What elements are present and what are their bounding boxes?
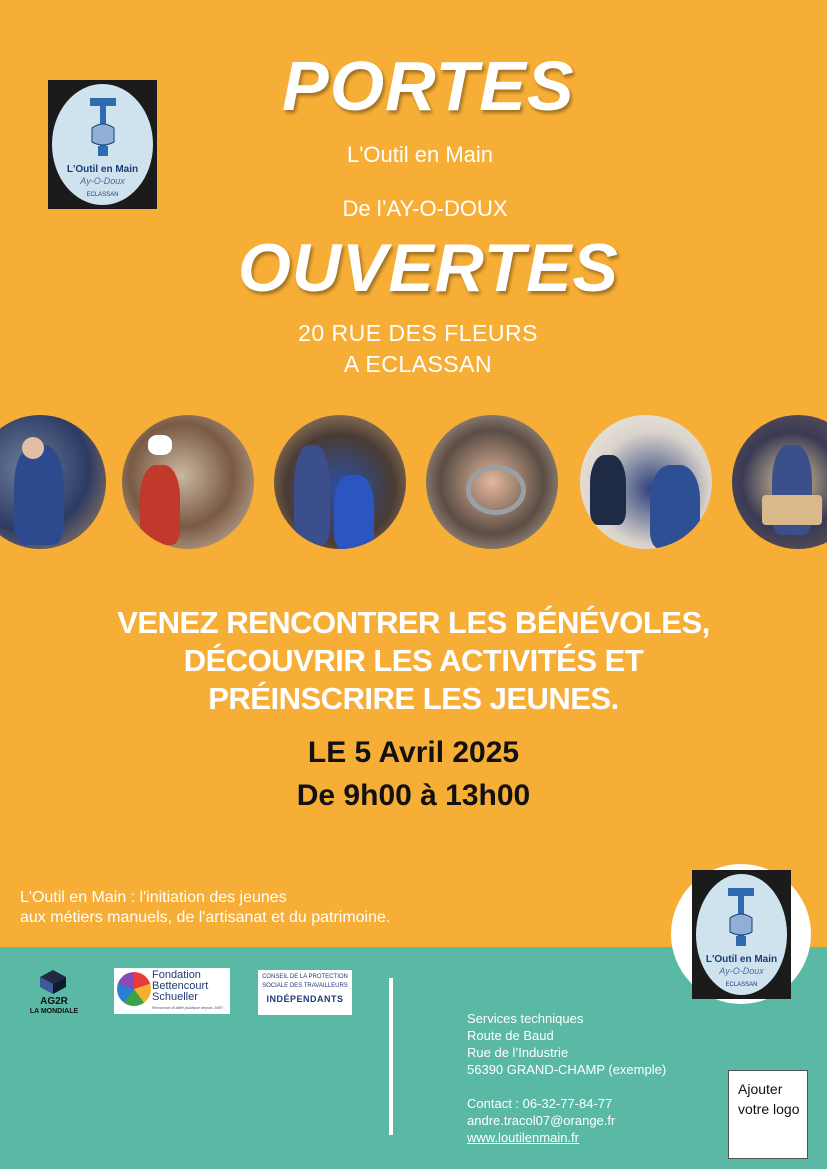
invitation-line-3: PRÉINSCRIRE LES JEUNES. — [208, 681, 619, 716]
cpsti-line-2: SOCIALE DES TRAVAILLEURS — [262, 983, 348, 989]
logo-placeholder-box — [728, 1070, 808, 1159]
contact-email[interactable]: andre.tracol07@orange.fr — [467, 1113, 616, 1128]
title-portes: PORTES — [282, 47, 575, 125]
hammer-hand-icon — [88, 98, 118, 158]
fondation-bettencourt-logo — [114, 968, 230, 1014]
contact-phone: Contact : 06-32-77-84-77 — [467, 1096, 613, 1111]
fbs-line-3: Schueller — [152, 991, 198, 1003]
contact-road: Route de Baud — [467, 1028, 554, 1043]
fondation-circle-icon — [117, 972, 151, 1006]
logo-place: Ay-O-Doux — [80, 176, 125, 186]
ag2r-name: AG2R — [40, 996, 68, 1007]
fbs-line-1: Fondation — [152, 969, 201, 981]
outil-en-main-logo-secondary — [692, 870, 791, 999]
hammer-hand-icon — [726, 888, 756, 948]
invitation-line-2: DÉCOUVRIR LES ACTIVITÉS ET — [183, 643, 644, 678]
event-date: LE 5 Avril 2025 — [307, 736, 520, 769]
vertical-divider — [389, 978, 393, 1135]
invitation-text — [60, 604, 767, 718]
tagline — [20, 888, 480, 928]
contact-block — [467, 1010, 717, 1146]
logo-name: L'Outil en Main — [705, 954, 778, 965]
ag2r-subname: LA MONDIALE — [29, 1008, 79, 1015]
logo-placeholder-text: Ajouter votre logo — [738, 1081, 800, 1117]
fbs-line-2: Bettencourt — [152, 980, 209, 992]
ag2r-cube-icon — [40, 970, 66, 994]
photo-workshop-4 — [426, 415, 558, 549]
outil-en-main-logo — [48, 80, 157, 209]
invitation-line-1: VENEZ RENCONTRER LES BÉNÉVOLES, — [117, 605, 710, 640]
address-town: A ECLASSAN — [343, 351, 493, 377]
website-link[interactable]: www.loutilenmain.fr — [467, 1130, 579, 1145]
address-street: 20 RUE DES FLEURS — [298, 320, 538, 346]
event-hours: De 9h00 à 13h00 — [296, 779, 531, 812]
photo-workshop-5 — [580, 415, 712, 549]
cpsti-line-1: CONSEIL DE LA PROTECTION — [262, 974, 348, 980]
logo-town: ECLASSAN — [725, 982, 758, 988]
contact-service: Services techniques — [467, 1011, 584, 1026]
photo-workshop-3 — [274, 415, 406, 549]
tagline-line-2: aux métiers manuels, de l'artisanat et du patrimoine. — [20, 909, 391, 926]
tagline-line-1: L'Outil en Main : l'initiation des jeunes — [20, 889, 287, 906]
logo-oval-secondary — [696, 874, 787, 995]
contact-spacer — [467, 1078, 717, 1095]
organization-name: L'Outil en Main — [346, 142, 494, 167]
photo-workshop-2 — [122, 415, 254, 549]
logo-place: Ay-O-Doux — [719, 966, 764, 976]
organization-place: De l’AY-O-DOUX — [342, 196, 508, 221]
logo-oval — [52, 84, 153, 205]
contact-street: Rue de l’Industrie — [467, 1045, 569, 1060]
title-ouvertes: OUVERTES — [238, 230, 619, 306]
cpsti-line-3: INDÉPENDANTS — [266, 994, 344, 1004]
fbs-tagline: Reconnue d'utilité publique depuis 1987 — [152, 1005, 223, 1010]
event-address — [240, 318, 596, 380]
logo-town: ECLASSAN — [86, 192, 119, 198]
cpsti-logo — [258, 970, 352, 1015]
ag2r-logo — [26, 970, 82, 1020]
contact-city: 56390 GRAND-CHAMP (exemple) — [467, 1062, 667, 1077]
logo-name: L'Outil en Main — [66, 164, 139, 175]
